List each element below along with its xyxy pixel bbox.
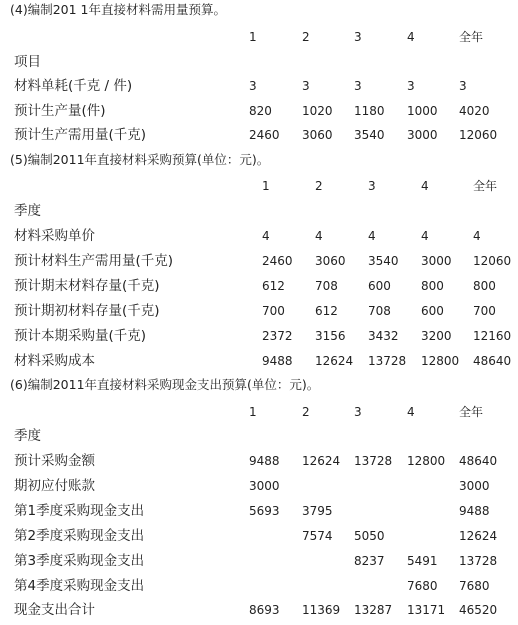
cell-q2: 3156 (315, 329, 346, 343)
row-label: 材料单耗(千克 / 件) (14, 78, 133, 94)
table-row (0, 451, 518, 471)
table-row (0, 201, 518, 221)
cell-q3: 8237 (354, 554, 385, 568)
cell-q2: 4 (315, 229, 323, 243)
section6-heading: (6)编制2011年直接材料采购现金支出预算(单位：元)。 (10, 377, 320, 392)
row-label: 第1季度采购现金支出 (14, 503, 145, 519)
row-label: 预计期末材料存量(千克) (14, 278, 160, 294)
cell-q3: 1180 (354, 104, 385, 118)
cell-q4: 5491 (407, 554, 438, 568)
cell-total: 12624 (459, 529, 498, 543)
cell-q3: 3540 (368, 254, 399, 268)
cell-q3: 3 (354, 79, 362, 93)
table-row (0, 276, 518, 296)
cell-q2: 12624 (302, 454, 341, 468)
header-col-4: 4 (407, 405, 415, 419)
section6-header-row (0, 402, 518, 422)
cell-q1: 612 (262, 279, 285, 293)
cell-q1: 820 (249, 104, 272, 118)
cell-q3: 13287 (354, 603, 393, 617)
cell-q2: 708 (315, 279, 338, 293)
cell-q4: 800 (421, 279, 444, 293)
table-row (0, 301, 518, 321)
header-col-total: 全年 (459, 405, 484, 419)
cell-q2: 3060 (315, 254, 346, 268)
header-col-2: 2 (315, 179, 323, 193)
header-col-2: 2 (302, 405, 310, 419)
cell-q4: 3000 (407, 128, 438, 142)
cell-q3: 4 (368, 229, 376, 243)
row-label: 材料采购单价 (14, 228, 95, 244)
cell-q1: 2460 (249, 128, 280, 142)
section5-header-row (0, 176, 518, 196)
table-row (0, 76, 518, 96)
cell-q2: 3 (302, 79, 310, 93)
cell-total: 48640 (473, 354, 512, 368)
cell-q1: 5693 (249, 504, 280, 518)
cell-q2: 612 (315, 304, 338, 318)
table-row (0, 501, 518, 521)
row-label: 季度 (14, 428, 41, 444)
cell-q4: 3200 (421, 329, 452, 343)
cell-total: 13728 (459, 554, 498, 568)
cell-q2: 3795 (302, 504, 333, 518)
cell-total: 9488 (459, 504, 490, 518)
table-row (0, 351, 518, 371)
cell-q4: 3000 (421, 254, 452, 268)
cell-q4: 1000 (407, 104, 438, 118)
row-label: 第4季度采购现金支出 (14, 578, 145, 594)
cell-q2: 7574 (302, 529, 333, 543)
header-col-2: 2 (302, 30, 310, 44)
header-col-4: 4 (407, 30, 415, 44)
table-row (0, 251, 518, 271)
table-row (0, 476, 518, 496)
cell-q4: 13171 (407, 603, 446, 617)
row-label: 材料采购成本 (14, 353, 95, 369)
row-label: 现金支出合计 (14, 602, 95, 618)
row-label: 第2季度采购现金支出 (14, 528, 145, 544)
table-row (0, 526, 518, 546)
cell-q1: 9488 (262, 354, 293, 368)
cell-q1: 4 (262, 229, 270, 243)
table-row (0, 600, 518, 620)
header-col-1: 1 (249, 30, 257, 44)
cell-q1: 2460 (262, 254, 293, 268)
cell-total: 7680 (459, 579, 490, 593)
row-label: 预计采购金额 (14, 453, 95, 469)
cell-total: 12060 (459, 128, 498, 142)
table-row (0, 226, 518, 246)
row-label: 预计本期采购量(千克) (14, 328, 147, 344)
header-col-total: 全年 (473, 179, 498, 193)
cell-total: 700 (473, 304, 496, 318)
row-label: 项目 (14, 54, 41, 70)
cell-total: 48640 (459, 454, 498, 468)
cell-total: 12160 (473, 329, 512, 343)
cell-q3: 13728 (368, 354, 407, 368)
table-row (0, 551, 518, 571)
row-label: 季度 (14, 203, 41, 219)
table-row (0, 52, 518, 72)
table-row (0, 426, 518, 446)
table-row (0, 326, 518, 346)
header-col-total: 全年 (459, 30, 484, 44)
header-col-1: 1 (249, 405, 257, 419)
row-label: 预计生产量(件) (14, 103, 106, 119)
row-label: 预计材料生产需用量(千克) (14, 253, 174, 269)
cell-q2: 3060 (302, 128, 333, 142)
cell-q4: 600 (421, 304, 444, 318)
cell-q3: 3432 (368, 329, 399, 343)
cell-q4: 4 (421, 229, 429, 243)
row-label: 第3季度采购现金支出 (14, 553, 145, 569)
cell-q2: 11369 (302, 603, 341, 617)
section4-heading: (4)编制201 1年直接材料需用量预算。 (10, 2, 226, 17)
cell-q1: 3 (249, 79, 257, 93)
cell-q4: 12800 (421, 354, 460, 368)
cell-q1: 2372 (262, 329, 293, 343)
cell-q3: 3540 (354, 128, 385, 142)
header-col-1: 1 (262, 179, 270, 193)
cell-total: 4 (473, 229, 481, 243)
table-row (0, 125, 518, 145)
table-row (0, 101, 518, 121)
cell-q2: 12624 (315, 354, 354, 368)
cell-total: 3000 (459, 479, 490, 493)
cell-q1: 700 (262, 304, 285, 318)
cell-total: 12060 (473, 254, 512, 268)
row-label: 预计生产需用量(千克) (14, 127, 147, 143)
cell-total: 3 (459, 79, 467, 93)
header-col-3: 3 (368, 179, 376, 193)
header-col-3: 3 (354, 405, 362, 419)
row-label: 期初应付账款 (14, 478, 95, 494)
cell-q3: 13728 (354, 454, 393, 468)
cell-q3: 708 (368, 304, 391, 318)
cell-q1: 8693 (249, 603, 280, 617)
cell-q3: 5050 (354, 529, 385, 543)
cell-total: 800 (473, 279, 496, 293)
table-row (0, 576, 518, 596)
cell-q1: 9488 (249, 454, 280, 468)
section4-header-row (0, 27, 518, 47)
cell-total: 4020 (459, 104, 490, 118)
cell-q3: 600 (368, 279, 391, 293)
row-label: 预计期初材料存量(千克) (14, 303, 160, 319)
cell-q4: 7680 (407, 579, 438, 593)
cell-total: 46520 (459, 603, 498, 617)
cell-q4: 12800 (407, 454, 446, 468)
section5-heading: (5)编制2011年直接材料采购预算(单位：元)。 (10, 152, 270, 167)
header-col-3: 3 (354, 30, 362, 44)
header-col-4: 4 (421, 179, 429, 193)
cell-q1: 3000 (249, 479, 280, 493)
cell-q4: 3 (407, 79, 415, 93)
cell-q2: 1020 (302, 104, 333, 118)
